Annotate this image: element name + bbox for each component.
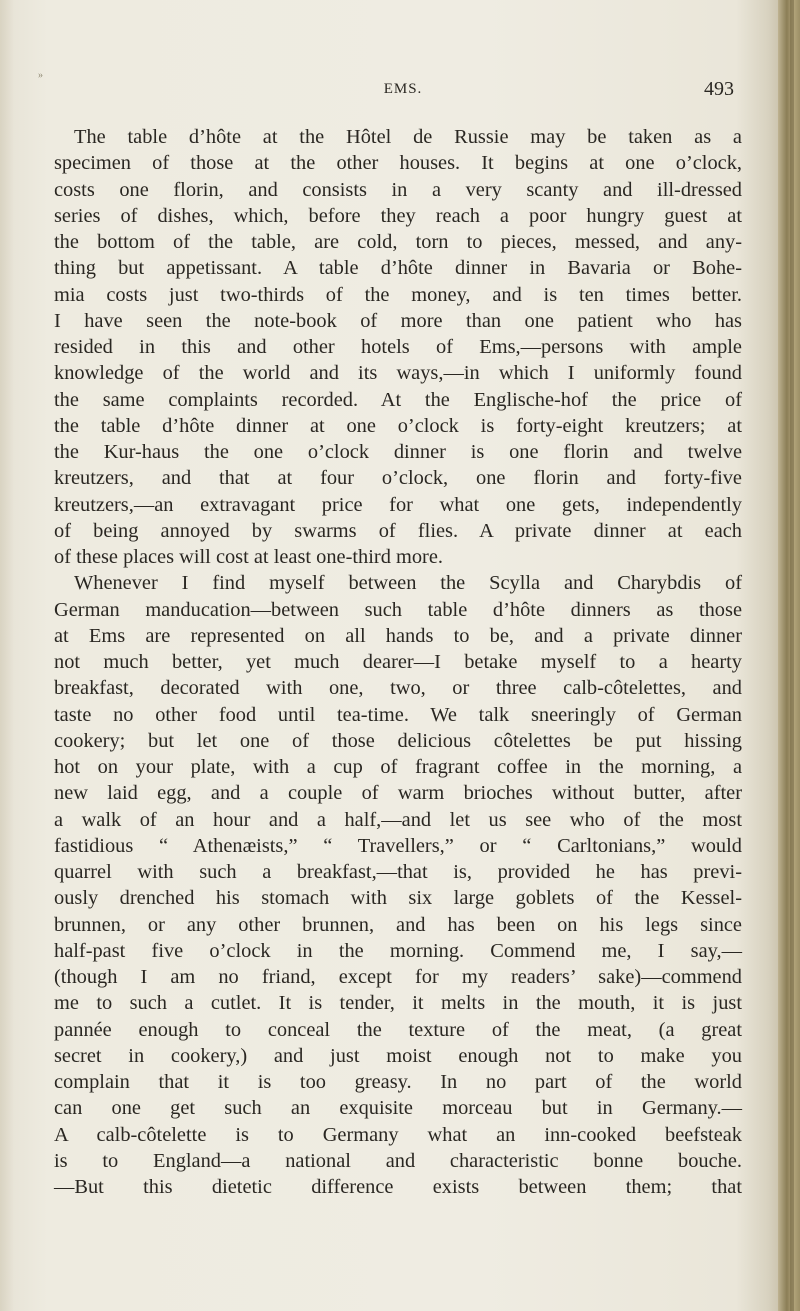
page-number: 493 (704, 78, 734, 100)
page-edge-binding (778, 0, 800, 1311)
text-line: taste no other food until tea-time. We talk sneeringly of German (54, 703, 742, 726)
text-line: A calb-côtelette is to Germany what an inn-cooked beefsteak (54, 1123, 742, 1146)
text-line: Whenever I find myself between the Scylla and Charybdis of (74, 572, 742, 595)
text-line: —But this dietetic difference exists between them; that (54, 1176, 742, 1198)
text-line: at Ems are represented on all hands to be, and a private dinner (54, 624, 742, 647)
text-line: kreutzers, and that at four o’clock, one florin and forty-five (54, 467, 742, 490)
text-line: (though I am no friand, except for my readers’ sake)—commend (54, 966, 742, 988)
margin-mark: » (38, 70, 43, 81)
text-line: specimen of those at the other houses. It begins at one o’clock, (54, 152, 742, 175)
text-line: not much better, yet much dearer—I betake myself to a hearty (54, 651, 742, 673)
text-line: the same complaints recorded. At the Englische-hof the price of (54, 388, 742, 411)
text-line: series of dishes, which, before they reach a poor hungry guest at (54, 204, 742, 227)
text-line: ously drenched his stomach with six large goblets of the Kessel- (54, 887, 742, 910)
text-line: pannée enough to conceal the texture of the meat, (a great (54, 1018, 742, 1041)
text-line: cookery; but let one of those delicious côtelettes be put hissing (54, 729, 742, 752)
text-line: a walk of an hour and a half,—and let us see who of the most (54, 808, 742, 831)
text-line: the table d’hôte dinner at one o’clock is forty-eight kreutzers; at (54, 414, 742, 437)
text-line: the bottom of the table, are cold, torn to pieces, messed, and any- (54, 231, 742, 253)
text-line: of these places will cost at least one-third more. (54, 546, 443, 568)
page-header (72, 78, 734, 102)
text-line: thing but appetissant. A table d’hôte dinner in Bavaria or Bohe- (54, 257, 742, 280)
text-line: mia costs just two-thirds of the money, and is ten times better. (54, 283, 742, 306)
text-line: complain that it is too greasy. In no part of the world (54, 1071, 742, 1093)
text-line: breakfast, decorated with one, two, or three calb-côtelettes, and (54, 677, 742, 700)
text-line: fastidious “ Athenæists,” “ Travellers,” or “ Carltonians,” would (54, 834, 742, 857)
running-head: EMS. (383, 81, 423, 97)
text-line: me to such a cutlet. It is tender, it melts in the mouth, it is just (54, 992, 742, 1015)
text-line: resided in this and other hotels of Ems,—persons with ample (54, 336, 742, 358)
text-line: can one get such an exquisite morceau but in Germany.— (54, 1097, 742, 1120)
text-line: brunnen, or any other brunnen, and has been on his legs since (54, 913, 742, 936)
text-line: of being annoyed by swarms of flies. A private dinner at each (54, 519, 742, 542)
binding-shadow (790, 0, 794, 1311)
text-line: German manducation—between such table d’hôte dinners as those (54, 598, 742, 621)
page-left-shadow (0, 0, 14, 1311)
text-line: I have seen the note-book of more than one patient who has (54, 309, 742, 332)
text-line: the Kur-haus the one o’clock dinner is one florin and twelve (54, 441, 742, 463)
text-line: hot on your plate, with a cup of fragrant coffee in the morning, a (54, 756, 742, 778)
text-line: costs one florin, and consists in a very scanty and ill-dressed (54, 178, 742, 201)
text-line: new laid egg, and a couple of warm brioches without butter, after (54, 782, 742, 805)
text-line: kreutzers,—an extravagant price for what one gets, independently (54, 493, 742, 516)
text-line: knowledge of the world and its ways,—in which I uniformly found (54, 362, 742, 385)
body-text (54, 124, 742, 1200)
text-line: is to England—a national and characteristic bonne bouche. (54, 1149, 742, 1172)
text-line: The table d’hôte at the Hôtel de Russie may be taken as a (74, 126, 742, 148)
text-line: secret in cookery,) and just moist enough not to make you (54, 1044, 742, 1067)
text-line: half-past five o’clock in the morning. Commend me, I say,— (54, 939, 742, 962)
text-line: quarrel with such a breakfast,—that is, provided he has previ- (54, 861, 742, 883)
